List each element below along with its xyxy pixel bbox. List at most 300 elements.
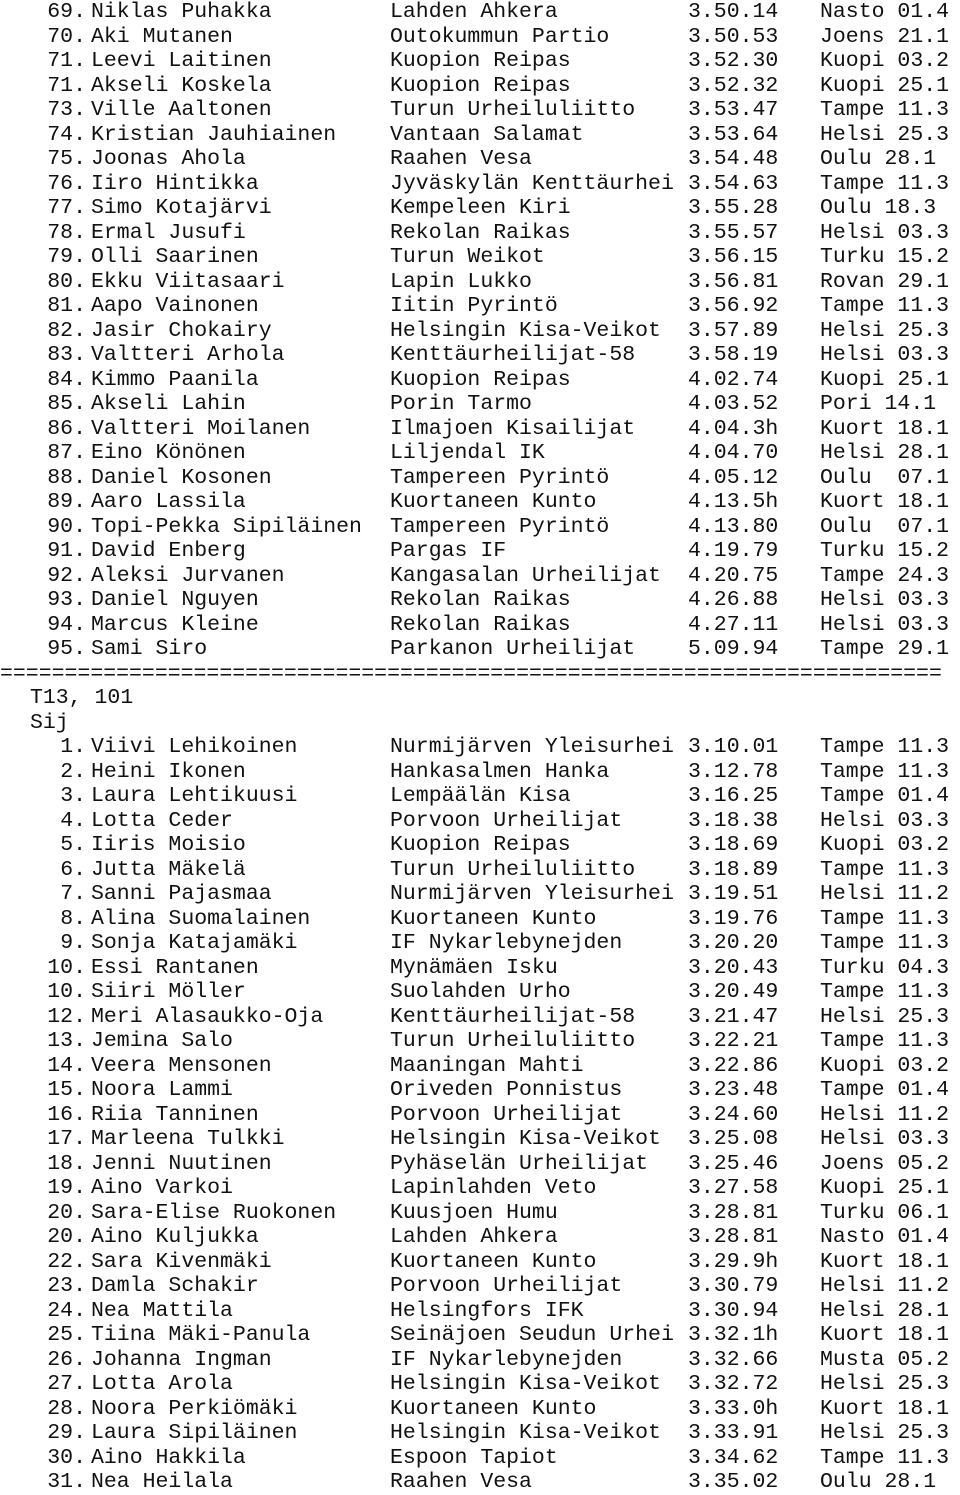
- result-club: IF Nykarlebynejden: [390, 1347, 623, 1372]
- section-heading-text: T13, 101: [30, 686, 134, 710]
- result-place: Helsi 03.3: [820, 343, 950, 367]
- result-time: 3.54.63: [688, 171, 779, 196]
- result-time: 3.53.47: [688, 98, 779, 122]
- result-row: [0, 147, 960, 172]
- result-name: Sara Kivenmäki: [91, 1249, 272, 1274]
- result-place: Helsi 11.2: [820, 1274, 950, 1298]
- result-time: 4.19.79: [688, 539, 779, 563]
- result-club: Kuusjoen Humu: [390, 1200, 558, 1225]
- result-time: 3.20.20: [688, 931, 779, 955]
- result-time: 4.13.5h: [688, 490, 779, 514]
- result-time: 3.56.92: [688, 294, 779, 318]
- result-rank: 83.: [47, 343, 86, 367]
- result-place: Tampe 11.3: [820, 294, 950, 318]
- result-time: 4.26.88: [688, 588, 779, 612]
- result-place: Helsi 03.3: [820, 588, 950, 612]
- result-rank: 69.: [47, 0, 86, 24]
- result-row: [0, 98, 960, 123]
- result-time: 3.58.19: [688, 343, 779, 367]
- result-club: Jyväskylän Kenttäurhei: [390, 171, 674, 196]
- result-name: Aino Hakkila: [91, 1445, 246, 1470]
- result-club: Helsingin Kisa-Veikot: [390, 1421, 661, 1445]
- result-club: Porvoon Urheilijat: [390, 808, 623, 833]
- result-place: Helsi 25.3: [820, 1004, 950, 1029]
- result-rank: 94.: [47, 612, 86, 637]
- result-row: [0, 319, 960, 344]
- result-time: 3.25.08: [688, 1127, 779, 1151]
- result-rank: 76.: [47, 171, 86, 196]
- result-time: 3.18.89: [688, 857, 779, 882]
- result-name: Olli Saarinen: [91, 245, 259, 269]
- result-row: [0, 1078, 960, 1103]
- result-time: 3.29.9h: [688, 1249, 779, 1274]
- result-name: Valtteri Arhola: [91, 343, 285, 367]
- result-rank: 29.: [47, 1421, 86, 1445]
- result-rank: 93.: [47, 588, 86, 612]
- result-club: Lahden Ahkera: [390, 0, 558, 24]
- result-time: 4.13.80: [688, 514, 779, 539]
- result-row: [0, 196, 960, 221]
- result-place: Kuort 18.1: [820, 490, 950, 514]
- result-time: 3.33.91: [688, 1421, 779, 1445]
- result-name: Jemina Salo: [91, 1029, 233, 1053]
- result-name: Jutta Mäkelä: [91, 857, 246, 882]
- result-place: Tampe 24.3: [820, 563, 950, 588]
- result-club: Turun Weikot: [390, 245, 545, 269]
- result-row: [0, 980, 960, 1005]
- result-name: Jenni Nuutinen: [91, 1151, 272, 1176]
- result-row: [0, 515, 960, 540]
- result-place: Kuopi 03.2: [820, 49, 950, 73]
- result-name: Iiro Hintikka: [91, 171, 259, 196]
- result-club: Kuortaneen Kunto: [390, 1396, 597, 1421]
- result-place: Kuopi 25.1: [820, 1176, 950, 1200]
- section-separator: =========================================================================: [0, 661, 942, 686]
- result-club: Turun Urheiluliitto: [390, 1029, 636, 1053]
- result-time: 3.27.58: [688, 1176, 779, 1200]
- result-name: Ville Aaltonen: [91, 98, 272, 122]
- result-row: [0, 809, 960, 834]
- result-name: Noora Perkiömäki: [91, 1396, 298, 1421]
- result-name: Laura Lehtikuusi: [91, 784, 298, 808]
- result-row: [0, 49, 960, 74]
- result-rank: 2.: [60, 759, 86, 784]
- result-row: [0, 931, 960, 956]
- result-row: [0, 1372, 960, 1397]
- result-time: 3.32.66: [688, 1347, 779, 1372]
- result-row: [0, 25, 960, 50]
- result-rank: 23.: [47, 1274, 86, 1298]
- result-name: Aino Kuljukka: [91, 1225, 259, 1249]
- result-place: Tampe 11.3: [820, 931, 950, 955]
- result-row: [0, 1274, 960, 1299]
- result-row: [0, 637, 960, 662]
- result-rank: 14.: [47, 1053, 86, 1078]
- result-name: Viivi Lehikoinen: [91, 735, 298, 759]
- result-name: David Enberg: [91, 539, 246, 563]
- result-row: [0, 466, 960, 491]
- result-rank: 9.: [60, 931, 86, 955]
- result-name: Ekku Viitasaari: [91, 269, 285, 294]
- result-club: Seinäjoen Seudun Urhei: [390, 1323, 674, 1347]
- result-place: Nasto 01.4: [820, 1225, 950, 1249]
- result-rank: 18.: [47, 1151, 86, 1176]
- result-name: Tiina Mäki-Panula: [91, 1323, 311, 1347]
- section-subheading: [0, 711, 960, 736]
- result-club: Porin Tarmo: [390, 392, 532, 416]
- result-time: 3.10.01: [688, 735, 779, 759]
- result-name: Damla Schakir: [91, 1274, 259, 1298]
- result-club: Lapin Lukko: [390, 269, 532, 294]
- result-rank: 91.: [47, 539, 86, 563]
- result-club: Iitin Pyrintö: [390, 294, 558, 318]
- result-rank: 85.: [47, 392, 86, 416]
- result-row: [0, 564, 960, 589]
- result-place: Tampe 01.4: [820, 784, 950, 808]
- result-place: Tampe 11.3: [820, 1029, 950, 1053]
- result-name: Lotta Ceder: [91, 808, 233, 833]
- result-place: Oulu 28.1: [820, 147, 937, 171]
- result-time: 5.09.94: [688, 637, 779, 661]
- result-place: Kuort 18.1: [820, 416, 950, 441]
- result-club: Lempäälän Kisa: [390, 784, 571, 808]
- result-place: Tampe 11.3: [820, 171, 950, 196]
- result-place: Helsi 28.1: [820, 1298, 950, 1323]
- result-rank: 5.: [60, 833, 86, 857]
- result-row: [0, 490, 960, 515]
- result-club: Porvoon Urheilijat: [390, 1274, 623, 1298]
- result-place: Kuopi 03.2: [820, 833, 950, 857]
- result-rank: 90.: [47, 514, 86, 539]
- result-rank: 20.: [47, 1200, 86, 1225]
- result-rank: 30.: [47, 1445, 86, 1470]
- result-time: 3.20.43: [688, 955, 779, 980]
- result-place: Oulu 18.3: [820, 196, 937, 220]
- result-place: Pori 14.1: [820, 392, 937, 416]
- result-club: Suolahden Urho: [390, 980, 571, 1004]
- result-row: [0, 368, 960, 393]
- result-row: [0, 1152, 960, 1177]
- result-row: [0, 172, 960, 197]
- result-time: 3.56.81: [688, 269, 779, 294]
- result-club: Pyhäselän Urheilijat: [390, 1151, 649, 1176]
- result-row: [0, 245, 960, 270]
- result-place: Tampe 11.3: [820, 857, 950, 882]
- result-time: 3.52.30: [688, 49, 779, 73]
- result-name: Eino Könönen: [91, 441, 246, 465]
- result-name: Sami Siro: [91, 637, 208, 661]
- result-time: 4.27.11: [688, 612, 779, 637]
- result-row: [0, 539, 960, 564]
- result-rank: 81.: [47, 294, 86, 318]
- result-club: Vantaan Salamat: [390, 122, 584, 147]
- result-club: Porvoon Urheilijat: [390, 1102, 623, 1127]
- result-time: 3.22.86: [688, 1053, 779, 1078]
- result-time: 4.04.3h: [688, 416, 779, 441]
- result-name: Sara-Elise Ruokonen: [91, 1200, 337, 1225]
- result-place: Tampe 11.3: [820, 1445, 950, 1470]
- result-rank: 86.: [47, 416, 86, 441]
- result-club: Kuopion Reipas: [390, 73, 571, 98]
- result-time: 3.35.02: [688, 1470, 779, 1494]
- result-row: [0, 735, 960, 760]
- result-row: [0, 833, 960, 858]
- result-name: Marcus Kleine: [91, 612, 259, 637]
- result-name: Sonja Katajamäki: [91, 931, 298, 955]
- result-time: 3.19.51: [688, 882, 779, 906]
- result-place: Joens 05.2: [820, 1151, 950, 1176]
- result-time: 4.20.75: [688, 563, 779, 588]
- section-heading: [0, 686, 960, 711]
- result-club: Kempeleen Kiri: [390, 196, 571, 220]
- result-club: Ilmajoen Kisailijat: [390, 416, 636, 441]
- result-time: 4.05.12: [688, 465, 779, 490]
- result-rank: 10.: [47, 955, 86, 980]
- result-place: Tampe 11.3: [820, 759, 950, 784]
- result-place: Helsi 25.3: [820, 1372, 950, 1396]
- result-row: [0, 392, 960, 417]
- result-club: Hankasalmen Hanka: [390, 759, 610, 784]
- result-time: 3.50.53: [688, 24, 779, 49]
- result-rank: 26.: [47, 1347, 86, 1372]
- result-place: Kuopi 03.2: [820, 1053, 950, 1078]
- result-club: Turun Urheiluliitto: [390, 857, 636, 882]
- result-row: [0, 588, 960, 613]
- result-place: Helsi 11.2: [820, 882, 950, 906]
- result-time: 3.50.14: [688, 0, 779, 24]
- result-row: [0, 441, 960, 466]
- result-time: 4.04.70: [688, 441, 779, 465]
- result-rank: 12.: [47, 1004, 86, 1029]
- result-club: Kuortaneen Kunto: [390, 1249, 597, 1274]
- result-time: 3.32.72: [688, 1372, 779, 1396]
- result-rank: 71.: [47, 73, 86, 98]
- result-club: Parkanon Urheilijat: [390, 637, 636, 661]
- result-row: [0, 417, 960, 442]
- result-time: 3.21.47: [688, 1004, 779, 1029]
- result-name: Aapo Vainonen: [91, 294, 259, 318]
- result-row: [0, 1176, 960, 1201]
- result-time: 3.18.38: [688, 808, 779, 833]
- result-name: Laura Sipiläinen: [91, 1421, 298, 1445]
- result-row: [0, 1470, 960, 1495]
- result-place: Kuort 18.1: [820, 1323, 950, 1347]
- result-club: Kenttäurheilijat-58: [390, 343, 636, 367]
- result-rank: 78.: [47, 220, 86, 245]
- result-place: Turku 06.1: [820, 1200, 950, 1225]
- result-club: Raahen Vesa: [390, 147, 532, 171]
- result-place: Helsi 03.3: [820, 220, 950, 245]
- result-name: Riia Tanninen: [91, 1102, 259, 1127]
- result-rank: 75.: [47, 147, 86, 171]
- result-place: Joens 21.1: [820, 24, 950, 49]
- result-rank: 79.: [47, 245, 86, 269]
- result-row: [0, 1054, 960, 1079]
- result-club: Kangasalan Urheilijat: [390, 563, 661, 588]
- result-club: IF Nykarlebynejden: [390, 931, 623, 955]
- result-place: Oulu 07.1: [820, 465, 950, 490]
- result-place: Tampe 11.3: [820, 906, 950, 931]
- result-row: [0, 907, 960, 932]
- result-place: Helsi 25.3: [820, 122, 950, 147]
- result-name: Aki Mutanen: [91, 24, 233, 49]
- result-time: 3.22.21: [688, 1029, 779, 1053]
- result-club: Pargas IF: [390, 539, 507, 563]
- result-club: Lapinlahden Veto: [390, 1176, 597, 1200]
- result-rank: 16.: [47, 1102, 86, 1127]
- result-row: [0, 294, 960, 319]
- result-rank: 25.: [47, 1323, 86, 1347]
- result-rank: 73.: [47, 98, 86, 122]
- result-rank: 95.: [47, 637, 86, 661]
- result-time: 3.55.57: [688, 220, 779, 245]
- result-row: [0, 858, 960, 883]
- result-row: [0, 1005, 960, 1030]
- result-name: Noora Lammi: [91, 1078, 233, 1102]
- result-club: Kuopion Reipas: [390, 833, 571, 857]
- result-name: Sanni Pajasmaa: [91, 882, 272, 906]
- result-rank: 28.: [47, 1396, 86, 1421]
- result-name: Niklas Puhakka: [91, 0, 272, 24]
- result-place: Tampe 29.1: [820, 637, 950, 661]
- result-time: 3.57.89: [688, 318, 779, 343]
- result-name: Valtteri Moilanen: [91, 416, 311, 441]
- result-rank: 15.: [47, 1078, 86, 1102]
- result-rank: 24.: [47, 1298, 86, 1323]
- result-place: Kuort 18.1: [820, 1249, 950, 1274]
- result-name: Joonas Ahola: [91, 147, 246, 171]
- result-club: Tampereen Pyrintö: [390, 514, 610, 539]
- result-row: [0, 221, 960, 246]
- result-time: 3.19.76: [688, 906, 779, 931]
- result-time: 3.24.60: [688, 1102, 779, 1127]
- result-name: Aino Varkoi: [91, 1176, 233, 1200]
- result-name: Simo Kotajärvi: [91, 196, 272, 220]
- result-place: Kuort 18.1: [820, 1396, 950, 1421]
- section-subheading-text: Sij: [30, 710, 69, 735]
- result-time: 3.33.0h: [688, 1396, 779, 1421]
- result-rank: 10.: [47, 980, 86, 1004]
- result-time: 3.20.49: [688, 980, 779, 1004]
- result-rank: 70.: [47, 24, 86, 49]
- result-rank: 8.: [60, 906, 86, 931]
- result-club: Kenttäurheilijat-58: [390, 1004, 636, 1029]
- result-club: Nurmijärven Yleisurhei: [390, 882, 674, 906]
- result-time: 3.18.69: [688, 833, 779, 857]
- result-name: Daniel Kosonen: [91, 465, 272, 490]
- result-name: Jasir Chokairy: [91, 318, 272, 343]
- result-rank: 22.: [47, 1249, 86, 1274]
- result-place: Tampe 11.3: [820, 735, 950, 759]
- result-rank: 4.: [60, 808, 86, 833]
- result-rank: 88.: [47, 465, 86, 490]
- result-club: Rekolan Raikas: [390, 220, 571, 245]
- result-time: 3.55.28: [688, 196, 779, 220]
- result-club: Turun Urheiluliitto: [390, 98, 636, 122]
- result-name: Johanna Ingman: [91, 1347, 272, 1372]
- result-row: [0, 1201, 960, 1226]
- result-time: 4.02.74: [688, 367, 779, 392]
- result-name: Heini Ikonen: [91, 759, 246, 784]
- result-row: [0, 1397, 960, 1422]
- result-club: Kuopion Reipas: [390, 49, 571, 73]
- result-name: Kimmo Paanila: [91, 367, 259, 392]
- result-time: 3.53.64: [688, 122, 779, 147]
- result-name: Marleena Tulkki: [91, 1127, 285, 1151]
- result-row: [0, 0, 960, 25]
- result-place: Rovan 29.1: [820, 269, 950, 294]
- result-club: Oriveden Ponnistus: [390, 1078, 623, 1102]
- result-time: 3.25.46: [688, 1151, 779, 1176]
- result-time: 3.32.1h: [688, 1323, 779, 1347]
- result-club: Helsingin Kisa-Veikot: [390, 318, 661, 343]
- result-place: Helsi 03.3: [820, 808, 950, 833]
- result-row: [0, 1421, 960, 1446]
- result-name: Daniel Nguyen: [91, 588, 259, 612]
- result-time: 3.16.25: [688, 784, 779, 808]
- result-row: [0, 1299, 960, 1324]
- result-club: Liljendal IK: [390, 441, 545, 465]
- result-club: Rekolan Raikas: [390, 588, 571, 612]
- result-row: [0, 270, 960, 295]
- result-time: 3.30.79: [688, 1274, 779, 1298]
- result-club: Kuopion Reipas: [390, 367, 571, 392]
- result-place: Tampe 11.3: [820, 980, 950, 1004]
- result-rank: 27.: [47, 1372, 86, 1396]
- result-row: [0, 1029, 960, 1054]
- result-row: [0, 343, 960, 368]
- result-row: [0, 956, 960, 981]
- result-rank: 1.: [60, 735, 86, 759]
- result-club: Helsingin Kisa-Veikot: [390, 1127, 661, 1151]
- result-place: Helsi 11.2: [820, 1102, 950, 1127]
- result-place: Nasto 01.4: [820, 0, 950, 24]
- result-name: Essi Rantanen: [91, 955, 259, 980]
- result-club: Rekolan Raikas: [390, 612, 571, 637]
- result-row: [0, 1103, 960, 1128]
- result-place: Turku 15.2: [820, 245, 950, 269]
- result-place: Turku 04.3: [820, 955, 950, 980]
- result-place: Tampe 11.3: [820, 98, 950, 122]
- result-time: 3.28.81: [688, 1225, 779, 1249]
- result-rank: 74.: [47, 122, 86, 147]
- result-club: Kuortaneen Kunto: [390, 906, 597, 931]
- result-time: 3.56.15: [688, 245, 779, 269]
- result-place: Helsi 03.3: [820, 1127, 950, 1151]
- result-row: [0, 1446, 960, 1471]
- result-place: Tampe 01.4: [820, 1078, 950, 1102]
- result-row: [0, 123, 960, 148]
- result-row: [0, 882, 960, 907]
- result-club: Espoon Tapiot: [390, 1445, 558, 1470]
- result-rank: 80.: [47, 269, 86, 294]
- result-club: Raahen Vesa: [390, 1470, 532, 1494]
- result-club: Outokummun Partio: [390, 24, 610, 49]
- result-name: Aaro Lassila: [91, 490, 246, 514]
- result-rank: 89.: [47, 490, 86, 514]
- result-place: Helsi 25.3: [820, 318, 950, 343]
- result-rank: 92.: [47, 563, 86, 588]
- result-club: Tampereen Pyrintö: [390, 465, 610, 490]
- result-name: Kristian Jauhiainen: [91, 122, 337, 147]
- result-name: Alina Suomalainen: [91, 906, 311, 931]
- result-time: 3.12.78: [688, 759, 779, 784]
- result-rank: 19.: [47, 1176, 86, 1200]
- result-place: Helsi 03.3: [820, 612, 950, 637]
- result-time: 3.23.48: [688, 1078, 779, 1102]
- result-row: [0, 1348, 960, 1373]
- result-club: Kuortaneen Kunto: [390, 490, 597, 514]
